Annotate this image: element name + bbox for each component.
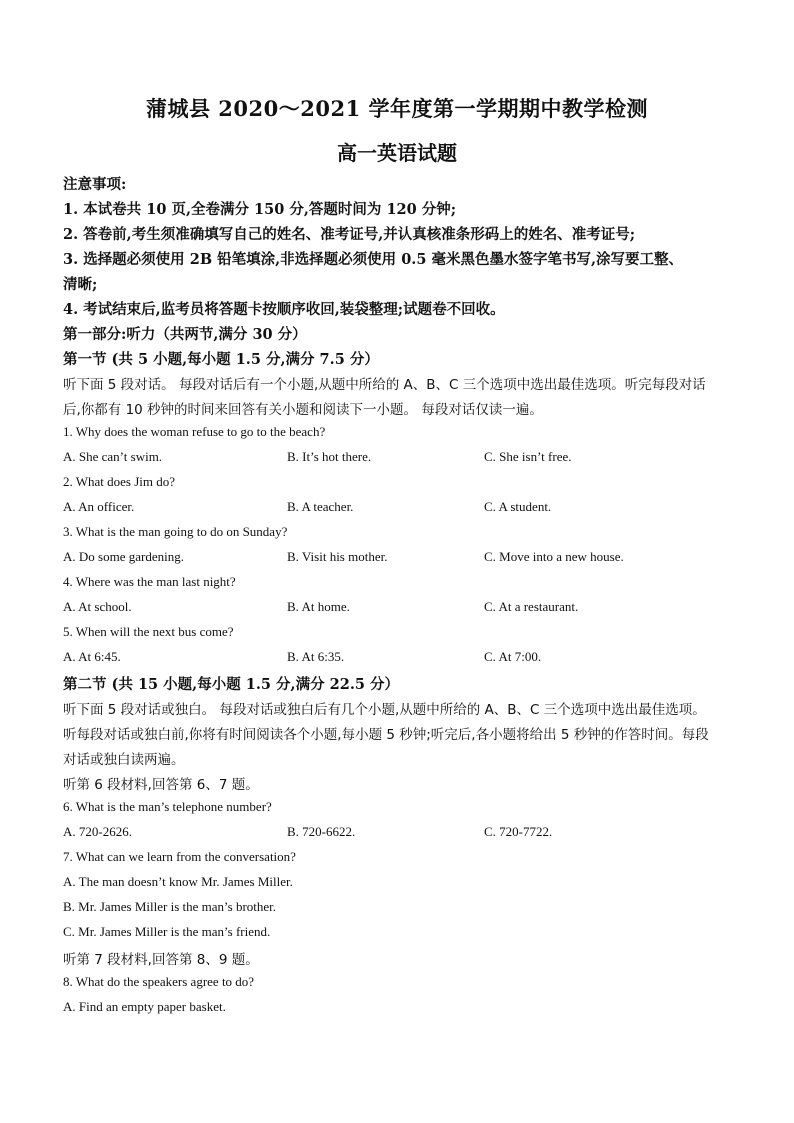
option-c: C. She isn’t free.: [484, 449, 572, 464]
question-8: 8. What do the speakers agree to do?: [63, 974, 255, 989]
option-b: B. A teacher.: [287, 499, 354, 514]
option-a: A. Find an empty paper basket.: [63, 999, 226, 1014]
option-b: B. It’s hot there.: [287, 449, 372, 464]
notice-item: 3. 选择题必须使用 2B 铅笔填涂,非选择题必须使用 0.5 毫米黑色墨水签字笔书写,涂写要工整、: [63, 251, 684, 268]
material-6-note: 听第 6 段材料,回答第 6、7 题。: [63, 777, 259, 793]
question-1: 1. Why does the woman refuse to go to the beach?: [63, 424, 326, 439]
section2-instruction: 听每段对话或独白前,你将有时间阅读各个小题,每小题 5 秒钟;听完后,各小题将给出 5 秒钟的作答时间。每段: [63, 727, 709, 743]
material-7-note: 听第 7 段材料,回答第 8、9 题。: [63, 952, 259, 968]
option-b: B. Visit his mother.: [287, 549, 388, 564]
question-7: 7. What can we learn from the conversation?: [63, 849, 296, 864]
option-a: A. At school.: [63, 599, 132, 614]
section2-instruction: 听下面 5 段对话或独白。 每段对话或独白后有几个小题,从题中所给的 A、B、C 三个选项中选出最佳选项。: [63, 702, 706, 718]
option-b: B. Mr. James Miller is the man’s brother.: [63, 899, 277, 914]
option-c: C. At 7:00.: [484, 649, 542, 664]
section1-instruction: 听下面 5 段对话。 每段对话后有一个小题,从题中所给的 A、B、C 三个选项中选出最佳选项。听完每段对话: [63, 377, 706, 393]
question-3: 3. What is the man going to do on Sunday?: [63, 524, 288, 539]
question-6: 6. What is the man’s telephone number?: [63, 799, 272, 814]
exam-title: 蒲城县 2020～2021 学年度第一学期期中教学检测: [145, 96, 648, 121]
question-4: 4. Where was the man last night?: [63, 574, 236, 589]
option-b: B. At 6:35.: [287, 649, 345, 664]
option-a: A. At 6:45.: [63, 649, 121, 664]
option-a: A. 720-2626.: [63, 824, 132, 839]
question-2: 2. What does Jim do?: [63, 474, 176, 489]
option-b: B. At home.: [287, 599, 350, 614]
option-c: C. At a restaurant.: [484, 599, 579, 614]
exam-subtitle: 高一英语试题: [337, 141, 457, 165]
notice-item: 2. 答卷前,考生须准确填写自己的姓名、准考证号,并认真核准条形码上的姓名、准考证号;: [63, 226, 636, 243]
option-c: C. Move into a new house.: [484, 549, 624, 564]
option-a: A. Do some gardening.: [63, 549, 184, 564]
notice-item: 4. 考试结束后,监考员将答题卡按顺序收回,装袋整理;试题卷不回收。: [63, 301, 505, 318]
option-b: B. 720-6622.: [287, 824, 356, 839]
notice-item: 1. 本试卷共 10 页,全卷满分 150 分,答题时间为 120 分钟;: [63, 201, 457, 218]
section1-instruction: 后,你都有 10 秒钟的时间来回答有关小题和阅读下一小题。 每段对话仅读一遍。: [63, 402, 543, 418]
option-a: A. She can’t swim.: [63, 449, 163, 464]
notice-heading: 注意事项:: [63, 176, 127, 193]
part1-heading: 第一部分:听力（共两节,满分 30 分）: [63, 326, 307, 343]
question-5: 5. When will the next bus come?: [63, 624, 234, 639]
section2-heading: 第二节 (共 15 小题,每小题 1.5 分,满分 22.5 分）: [63, 676, 400, 693]
option-c: C. Mr. James Miller is the man’s friend.: [63, 924, 271, 939]
option-c: C. A student.: [484, 499, 552, 514]
notice-item: 清晰;: [63, 276, 98, 293]
section1-heading: 第一节 (共 5 小题,每小题 1.5 分,满分 7.5 分）: [63, 351, 379, 368]
option-a: A. An officer.: [63, 499, 135, 514]
section2-instruction: 对话或独白读两遍。: [63, 752, 185, 768]
option-a: A. The man doesn’t know Mr. James Miller.: [63, 874, 293, 889]
option-c: C. 720-7722.: [484, 824, 553, 839]
